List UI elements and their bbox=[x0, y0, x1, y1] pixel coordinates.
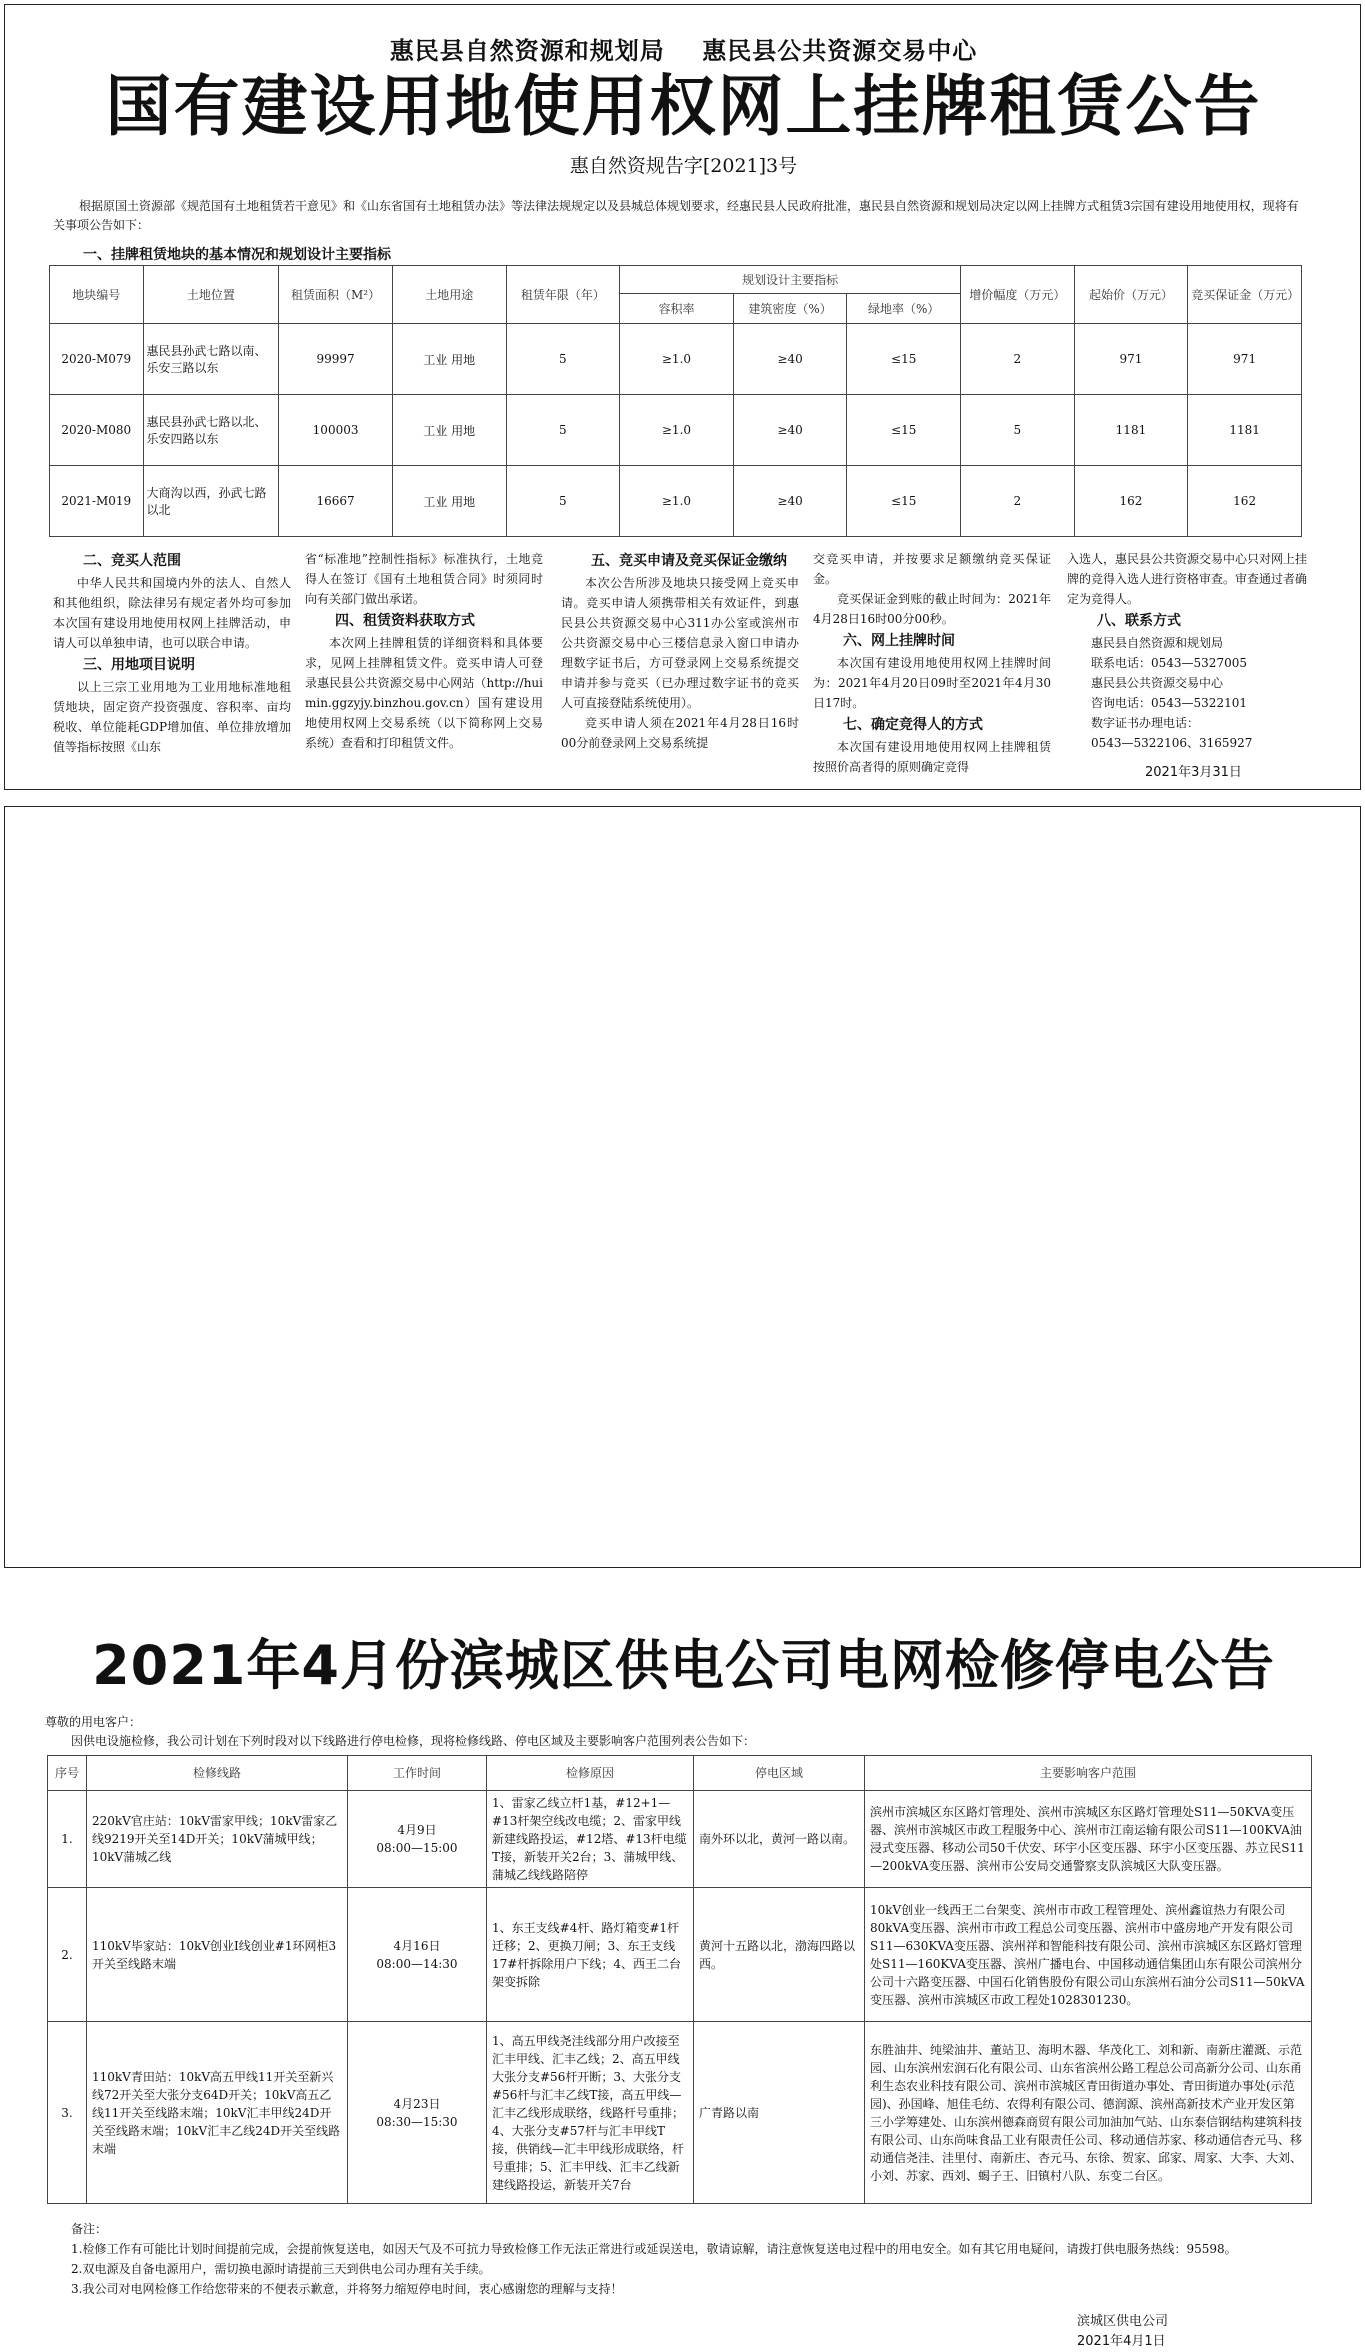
parcel-green: ≤15 bbox=[847, 395, 961, 466]
col-use: 土地用途 bbox=[392, 266, 506, 324]
row-customers: 东胜油井、纯梁油井、董站卫、海明木器、华茂化工、刘和新、南新庄灌溉、示范园、山东滨州宏润石化有限公司、山东省滨州公路工程总公司高新分公司、山东甬利生态农业科技有限公司、滨州市滨城区青田街道办事处、青田街道办事处(示范园)、孙国峰、旭佳毛纺、农得利有限公司、德润源、滨州高新技术产业开发区第三小学筹建处、山东滨州德森商贸有限公司加油加气站、山东泰信钢结构建筑科技有限公司、山东尚味食品工业有限责任公司、移动通信苏家、移动通信杏元马、移动通信尧洼、洼里付、南新庄、杏元马、东徐、贺家、邱家、周家、大李、大刘、小刘、苏家、西刘、蝎子王、旧镇村八队、东变二台区。 bbox=[865, 2022, 1312, 2204]
parcel-term: 5 bbox=[506, 466, 620, 537]
row-reason: 1、高五甲线尧洼线部分用户改接至汇丰甲线、汇丰乙线；2、高五甲线大张分支#56杆开断；3、大张分支#56杆与汇丰乙线T接，高五甲线—汇丰乙线形成联络，线路杆号重排；4、大张分支#57杆与汇丰甲线T接，供销线—汇丰甲线形成联络，杆号重排；5、汇丰甲线、汇丰乙线新建线路投运，新装开关7台 bbox=[487, 2022, 694, 2204]
row-area: 黄河十五路以北，渤海四路以西。 bbox=[694, 1888, 865, 2022]
col-green: 绿地率（%） bbox=[847, 294, 961, 324]
section-5-text-3: 竞买保证金到账的截止时间为：2021年4月28日16时00分00秒。 bbox=[813, 592, 1051, 626]
col-area: 停电区域 bbox=[694, 1756, 865, 1791]
row-line: 220kV官庄站：10kV雷家甲线；10kV雷家乙线9219开关至14D开关；10kV蒲城甲线；10kV蒲城乙线 bbox=[87, 1791, 348, 1888]
parcel-use: 工业 用地 bbox=[392, 466, 506, 537]
col-time: 工作时间 bbox=[348, 1756, 487, 1791]
section-3-text: 以上三宗工业用地为工业用地标准地租赁地块，固定资产投资强度、容积率、亩均税收、单位能耗GDP增加值、单位排放增加值等指标按照《山东 bbox=[53, 680, 291, 754]
section-5-text-1: 本次公告所涉及地块只接受网上竞买申请。竞买申请人须携带相关有效证件，到惠民县公共资源交易中心311办公室或滨州市公共资源交易中心三楼信息录入窗口申请办理数字证书后，方可登录网上交易系统提交申请并参与竞买（已办理过数字证书的竞买人可直接登陆系统使用）。 bbox=[561, 576, 799, 710]
row-seq: 2. bbox=[48, 1888, 87, 2022]
land-lease-notice bbox=[4, 4, 1361, 790]
section-6-title: 六、网上挂牌时间 bbox=[843, 633, 955, 649]
section-7-title: 七、确定竞得人的方式 bbox=[843, 717, 983, 733]
issuing-organizations: 惠民县自然资源和规划局 惠民县公共资源交易中心 bbox=[389, 37, 978, 65]
row-time bbox=[348, 2022, 487, 2204]
col-reason: 检修原因 bbox=[487, 1756, 694, 1791]
col-density: 建筑密度（%） bbox=[733, 294, 847, 324]
note-item: 1.检修工作有可能比计划时间提前完成，会提前恢复送电，如因天气及不可抗力导致检修工作无法正常进行或延误送电，敬请谅解，请注意恢复送电过程中的用电安全。如有其它用电疑问，请拨打供电服务热线：95598。 bbox=[71, 2242, 1237, 2256]
parcel-use: 工业 用地 bbox=[392, 395, 506, 466]
parcel-start-price: 1181 bbox=[1074, 395, 1188, 466]
parcel-density: ≥40 bbox=[733, 324, 847, 395]
greeting: 尊敬的用电客户： bbox=[45, 1715, 142, 1729]
contact-line: 惠民县公共资源交易中心 bbox=[1091, 676, 1224, 690]
contact-line: 数字证书办理电话： bbox=[1091, 716, 1200, 730]
notice-intro: 根据原国土资源部《规范国有土地租赁若干意见》和《山东省国有土地租赁办法》等法律法规规定以及县城总体规划要求，经惠民县人民政府批准，惠民县自然资源和规划局决定以网上挂牌方式租赁3宗国有建设用地使用权，现将有关事项公告如下： bbox=[53, 199, 1299, 232]
parcel-start-price: 971 bbox=[1074, 324, 1188, 395]
col-term: 租赁年限（年） bbox=[506, 266, 620, 324]
parcel-start-price: 162 bbox=[1074, 466, 1188, 537]
col-line: 检修线路 bbox=[87, 1756, 348, 1791]
section-4-text: 本次网上挂牌租赁的详细资料和具体要求，见网上挂牌租赁文件。竞买申请人可登录惠民县公共资源交易中心网站（http://huimin.ggzyjy.binzhou.gov.cn）国有建设用地使用权网上交易系统（以下简称网上交易系统）查看和打印租赁文件。 bbox=[305, 636, 543, 750]
row-hours: 08:30—15:30 bbox=[376, 2114, 458, 2129]
table-row bbox=[50, 324, 1302, 395]
text-column-3 bbox=[561, 549, 799, 753]
row-time bbox=[348, 1888, 487, 2022]
row-time bbox=[348, 1791, 487, 1888]
contact-line: 联系电话：0543—5327005 bbox=[1091, 656, 1247, 670]
text-column-4 bbox=[813, 549, 1051, 777]
parcel-deposit: 162 bbox=[1188, 466, 1302, 537]
col-far: 容积率 bbox=[620, 294, 734, 324]
col-start-price: 起始价（万元） bbox=[1074, 266, 1188, 324]
parcel-term: 5 bbox=[506, 395, 620, 466]
col-seq: 序号 bbox=[48, 1756, 87, 1791]
parcel-increment: 2 bbox=[961, 466, 1075, 537]
notes-title: 备注： bbox=[71, 2222, 108, 2236]
col-parcel-no: 地块编号 bbox=[50, 266, 144, 324]
table-row bbox=[50, 466, 1302, 537]
parcel-area: 99997 bbox=[279, 324, 393, 395]
section-7-text: 本次国有建设用地使用权网上挂牌租赁按照价高者得的原则确定竞得 bbox=[813, 740, 1051, 774]
contact-line: 0543—5322106、3165927 bbox=[1091, 736, 1253, 750]
parcel-green: ≤15 bbox=[847, 324, 961, 395]
parcel-far: ≥1.0 bbox=[620, 466, 734, 537]
section-1-title: 一、挂牌租赁地块的基本情况和规划设计主要指标 bbox=[83, 247, 391, 263]
notice-title: 国有建设用地使用权网上挂牌租赁公告 bbox=[105, 68, 1262, 145]
table-row bbox=[48, 2022, 1312, 2204]
note-item: 3.我公司对电网检修工作给您带来的不便表示歉意，并将努力缩短停电时间，衷心感谢您的理解与支持！ bbox=[71, 2282, 623, 2296]
parcel-table bbox=[49, 265, 1302, 537]
parcel-increment: 2 bbox=[961, 324, 1075, 395]
parcel-area: 100003 bbox=[279, 395, 393, 466]
signature-block bbox=[1077, 2312, 1168, 2352]
parcel-density: ≥40 bbox=[733, 395, 847, 466]
outage-title: 2021年4月份滨城区供电公司电网检修停电公告 bbox=[92, 1634, 1275, 1697]
section-3-text-cont: 省“标准地”控制性指标》标准执行，土地竞得人在签订《国有土地租赁合同》时须同时向有关部门做出承诺。 bbox=[305, 552, 543, 606]
parcel-far: ≥1.0 bbox=[620, 395, 734, 466]
notes bbox=[71, 2219, 1331, 2299]
row-line: 110kV毕家站：10kV创业Ⅰ线创业#1环网柜3开关至线路末端 bbox=[87, 1888, 348, 2022]
row-date: 4月9日 bbox=[397, 1823, 437, 1837]
text-column-5 bbox=[1067, 549, 1307, 753]
section-5-text-cont: 交竞买申请，并按要求足额缴纳竞买保证金。 bbox=[813, 552, 1051, 586]
section-2-text: 中华人民共和国境内外的法人、自然人和其他组织，除法律另有规定者外均可参加本次国有建设用地使用权网上挂牌活动，申请人可以单独申请，也可以联合申请。 bbox=[53, 576, 291, 650]
parcel-green: ≤15 bbox=[847, 466, 961, 537]
row-customers: 10kV创业一线西王二台架变、滨州市市政工程管理处、滨州鑫谊热力有限公司80kVA变压器、滨州市市政工程总公司变压器、滨州市中盛房地产开发有限公司S11—630KVA变压器、滨州祥和智能科技有限公司、滨州市滨城区东区路灯管理处S11—160KVA变压器、滨州广播电台、中国移动通信集团山东有限公司滨州分公司十六路变压器、中国石化销售股份有限公司山东滨州石油分公司S11—50kVA变压器、滨州市滨城区市政工程处1028301230。 bbox=[865, 1888, 1312, 2022]
note-item: 2.双电源及自备电源用户，需切换电源时请提前三天到供电公司办理有关手续。 bbox=[71, 2262, 491, 2276]
row-area: 广青路以南 bbox=[694, 2022, 865, 2204]
parcel-density: ≥40 bbox=[733, 466, 847, 537]
parcel-no: 2021-M019 bbox=[50, 466, 144, 537]
table-row bbox=[50, 395, 1302, 466]
col-deposit: 竞买保证金（万元） bbox=[1188, 266, 1302, 324]
section-6-text: 本次国有建设用地使用权网上挂牌时间为：2021年4月20日09时至2021年4月30日17时。 bbox=[813, 656, 1051, 710]
row-reason: 1、东王支线#4杆、路灯箱变#1杆迁移；2、更换刀闸；3、东王支线17#杆拆除用户下线；4、西王二台架变拆除 bbox=[487, 1888, 694, 2022]
text-column-2 bbox=[305, 549, 543, 753]
parcel-area: 16667 bbox=[279, 466, 393, 537]
row-date: 4月16日 bbox=[393, 1938, 441, 1953]
parcel-deposit: 1181 bbox=[1188, 395, 1302, 466]
table-row bbox=[48, 1888, 1312, 2022]
row-hours: 08:00—15:00 bbox=[376, 1841, 458, 1855]
col-increment: 增价幅度（万元） bbox=[961, 266, 1075, 324]
row-seq: 3. bbox=[48, 2022, 87, 2204]
notice-date: 2021年3月31日 bbox=[1145, 765, 1242, 780]
row-reason: 1、雷家乙线立杆1基，#12+1—#13杆架空线改电缆；2、雷家甲线新建线路投运，#12塔、#13杆电缆T接，新装开关2台；3、蒲城甲线、蒲城乙线线路陪停 bbox=[487, 1791, 694, 1888]
row-customers: 滨州市滨城区东区路灯管理处、滨州市滨城区东区路灯管理处S11—50KVA变压器、滨州市滨城区市政工程服务中心、滨州市江南运输有限公司S11—100KVA油浸式变压器、移动公司50千伏安、环宇小区变压器、环宇小区变压器、苏立民S11—200kVA变压器、滨州市公安局交通警察支队滨城区大队变压器。 bbox=[865, 1791, 1312, 1888]
col-customers: 主要影响客户范围 bbox=[865, 1756, 1312, 1791]
col-planning-indicators: 规划设计主要指标 bbox=[620, 266, 961, 294]
row-seq: 1. bbox=[48, 1791, 87, 1888]
row-hours: 08:00—14:30 bbox=[376, 1956, 458, 1971]
section-5-title: 五、竞买申请及竞买保证金缴纳 bbox=[591, 553, 787, 569]
section-2-title: 二、竞买人范围 bbox=[83, 553, 181, 569]
signature-date: 2021年4月1日 bbox=[1077, 2334, 1166, 2349]
table-row bbox=[48, 1791, 1312, 1888]
parcel-deposit: 971 bbox=[1188, 324, 1302, 395]
parcel-location: 惠民县孙武七路以南、乐安三路以东 bbox=[143, 324, 279, 395]
contact-line: 惠民县自然资源和规划局 bbox=[1091, 636, 1224, 650]
row-area: 南外环以北，黄河一路以南。 bbox=[694, 1791, 865, 1888]
section-8-title: 八、联系方式 bbox=[1097, 613, 1181, 629]
parcel-no: 2020-M080 bbox=[50, 395, 144, 466]
col-location: 土地位置 bbox=[143, 266, 279, 324]
parcel-location: 大商沟以西，孙武七路以北 bbox=[143, 466, 279, 537]
power-outage-notice bbox=[4, 806, 1361, 2349]
contact-line: 咨询电话：0543—5322101 bbox=[1091, 696, 1247, 710]
section-5-text-2: 竞买申请人须在2021年4月28日16时00分前登录网上交易系统提 bbox=[561, 716, 799, 750]
section-4-title: 四、租赁资料获取方式 bbox=[335, 613, 475, 629]
outage-table bbox=[47, 1755, 1312, 2204]
parcel-term: 5 bbox=[506, 324, 620, 395]
text-column-1 bbox=[53, 549, 291, 757]
signature: 滨城区供电公司 bbox=[1077, 2314, 1169, 2329]
row-line: 110kV青田站：10kV高五甲线11开关至新兴线72开关至大张分支64D开关；10kV高五乙线11开关至线路末端；10kV汇丰甲线24D开关至线路末端；10kV汇丰乙线24D开关至线路末端 bbox=[87, 2022, 348, 2204]
document-number: 惠自然资规告字[2021]3号 bbox=[569, 155, 798, 177]
parcel-use: 工业 用地 bbox=[392, 324, 506, 395]
section-7-text-cont: 入选人，惠民县公共资源交易中心只对网上挂牌的竞得入选人进行资格审查。审查通过者确定为竞得人。 bbox=[1067, 552, 1308, 606]
parcel-far: ≥1.0 bbox=[620, 324, 734, 395]
parcel-no: 2020-M079 bbox=[50, 324, 144, 395]
parcel-location: 惠民县孙武七路以北、乐安四路以东 bbox=[143, 395, 279, 466]
outage-intro: 因供电设施检修，我公司计划在下列时段对以下线路进行停电检修，现将检修线路、停电区域及主要影响客户范围列表公告如下： bbox=[71, 1734, 756, 1748]
row-date: 4月23日 bbox=[393, 2096, 441, 2111]
section-3-title: 三、用地项目说明 bbox=[83, 657, 195, 673]
parcel-increment: 5 bbox=[961, 395, 1075, 466]
col-area: 租赁面积（M²） bbox=[279, 266, 393, 324]
